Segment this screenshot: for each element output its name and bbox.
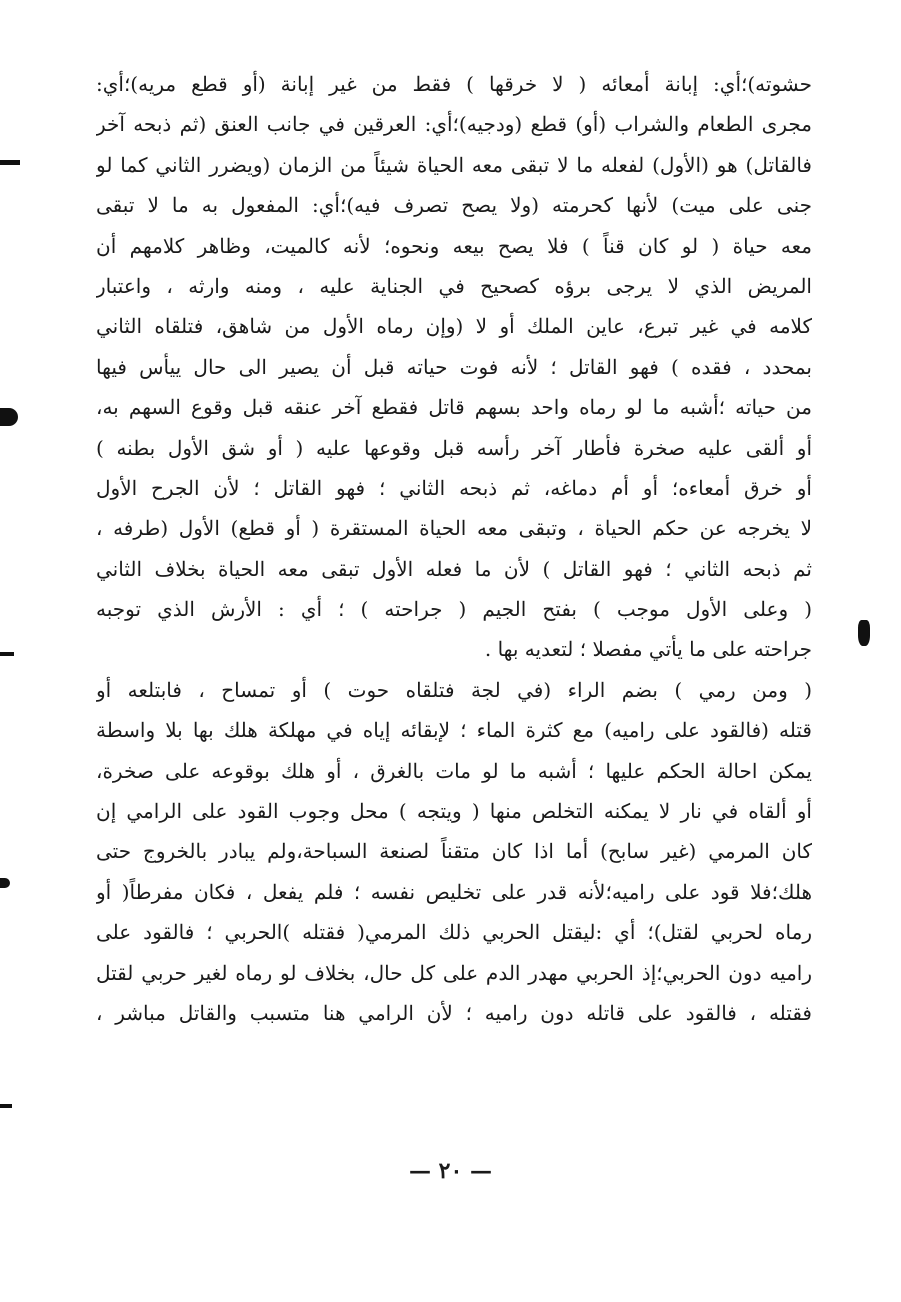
- text-line: يمكن احالة الحكم عليها ؛ أشبه ما لو مات بالغرق ، أو هلك بوقوعه على صخرة،: [96, 758, 812, 783]
- text-line: راميه دون الحربي؛إذ الحربي مهدر الدم على كل حال، بخلاف لو رماه لغير حربي لقتل: [96, 960, 812, 985]
- text-line: معه حياة ( لو كان قناً ) فلا يصح بيعه ونحوه؛ لأنه كالميت، وظاهر كلامهم أن: [96, 233, 812, 258]
- text-line: أو ألقى عليه صخرة فأطار آخر رأسه قبل وقوعها عليه ( أو شق الأول بطنه ): [96, 435, 812, 460]
- text-line: فقتله ، فالقود على قاتله دون راميه ؛ لأن الرامي هنا متسبب والقاتل مباشر ،: [96, 1000, 812, 1025]
- text-line: أو ألقاه في نار لا يمكنه التخلص منها ( ويتجه ) محل وجوب القود على الرامي إن: [96, 799, 812, 824]
- text-line: لا يخرجه عن حكم الحياة ، وتبقى معه الحياة المستقرة ( أو قطع) الأول (طرفه ،: [96, 516, 812, 541]
- text-line: حشوته)؛أي: إبانة أمعائه ( لا خرقها ) فقط من غير إبانة (أو قطع مريه)؛أي:: [96, 72, 812, 96]
- text-line: من حياته ؛أشبه ما لو رماه واحد بسهم قاتل فقطع آخر عنقه قبل وقوع السهم به،: [96, 395, 812, 420]
- body-text: [96, 64, 812, 1033]
- text-line: فالقاتل) هو (الأول) لفعله ما لا تبقى معه الحياة شيئاً من الزمان (ويضرر الثاني كما لو: [96, 152, 812, 177]
- text-line: كان المرمي (غير سابح) أما اذا كان متقناً لصنعة السباحة،ولم يبادر بالخروج حتى: [96, 839, 812, 864]
- text-line: جنى على ميت) لأنها كحرمته (ولا يصح تصرف فيه)؛أي: المفعول به ما لا تبقى: [96, 193, 812, 218]
- text-line: جراحته على ما يأتي مفصلا ؛ لتعديه بها .: [484, 637, 812, 662]
- scan-mark: [0, 160, 20, 165]
- scan-mark: [858, 620, 870, 646]
- text-line: رماه لحربي لقتل)؛ أي :ليقتل الحربي ذلك المرمي( فقتله )الحربي ؛ فالقود على: [96, 920, 812, 945]
- text-line: ( وعلى الأول موجب ) بفتح الجيم ( جراحته ) ؛ أي : الأرش الذي توجبه: [96, 597, 812, 622]
- page-number: — ٢٠ —: [409, 1158, 492, 1184]
- text-line: كلامه في غير تبرع، عاين الملك أو لا (وإن رماه الأول من شاهق، فتلقاه الثاني: [96, 314, 812, 339]
- text-line: ( ومن رمي ) بضم الراء (في لجة فتلقاه حوت ) أو تمساح ، فابتلعه أو: [96, 677, 812, 702]
- text-line: بمحدد ، فقده ) فهو القاتل ؛ لأنه فوت حياته قبل أن يصير الى حال ييأس فيها: [96, 354, 812, 379]
- text-line: مجرى الطعام والشراب (أو) قطع (ودجيه)؛أي: العرقين في جانب العنق (ثم ذبحه آخر: [96, 112, 812, 137]
- text-line: أو خرق أمعاءه؛ أو أم دماغه، ثم ذبحه الثاني ؛ فهو القاتل ؛ لأن الجرح الأول: [96, 475, 812, 500]
- scan-mark: [0, 652, 14, 656]
- text-line: قتله (فالقود على راميه) مع كثرة الماء ؛ لإبقائه إياه في مهلكة هلك بها بلا واسطة: [96, 718, 812, 743]
- text-line: هلك؛فلا قود على راميه؛لأنه قدر على تخليص نفسه ؛ فلم يفعل ، فكان مفرطاً( أو: [96, 879, 812, 904]
- text-line: المريض الذي لا يرجى برؤه كصحيح في الجناية عليه ، ومنه وارثه ، واعتبار: [96, 273, 812, 298]
- scan-mark: [0, 408, 18, 426]
- text-line: ثم ذبحه الثاني ؛ فهو القاتل ) لأن ما فعله الأول تبقى معه الحياة بخلاف الثاني: [96, 556, 812, 581]
- scan-mark: [0, 1104, 12, 1108]
- scan-mark: [0, 878, 10, 888]
